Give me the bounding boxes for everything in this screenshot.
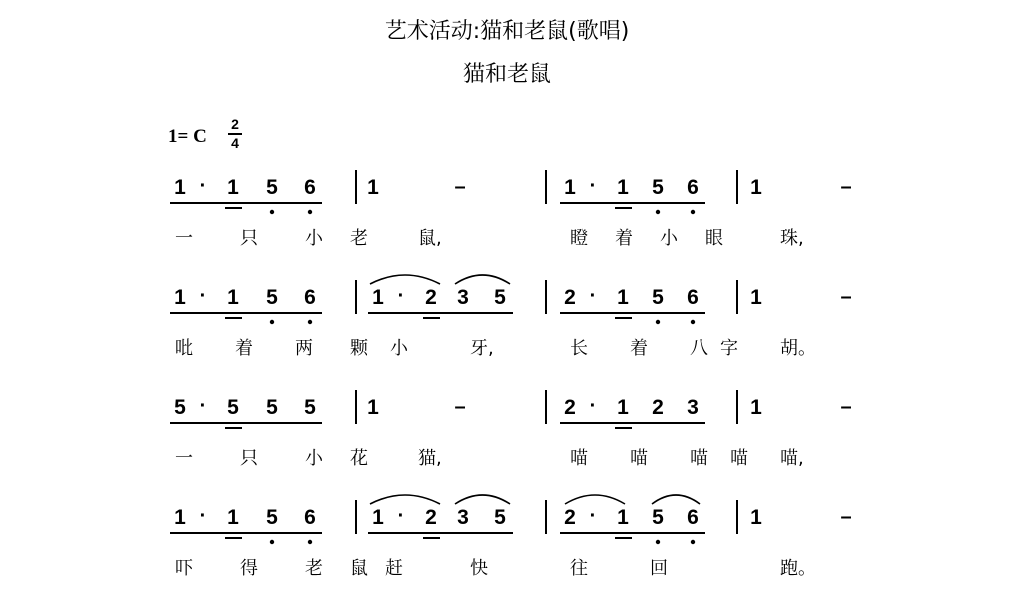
eighth-underline: [560, 312, 705, 314]
sixteenth-underline: [615, 207, 632, 209]
lyric: 长: [570, 338, 588, 359]
lyric: 字: [720, 338, 738, 359]
lyric: 快: [470, 558, 488, 579]
lyric: 喵: [730, 448, 748, 469]
note: 1: [227, 506, 239, 529]
lyric: 吓: [175, 558, 193, 579]
bar-line: [355, 390, 357, 424]
note: 6: [687, 286, 699, 309]
bar-line: [545, 390, 547, 424]
note: 6: [304, 176, 316, 199]
slur: [370, 275, 440, 284]
augmentation-dot: ·: [199, 395, 207, 417]
sixteenth-underline: [225, 427, 242, 429]
page-title: 艺术活动:猫和老鼠(歌唱): [384, 19, 630, 44]
note: 1: [174, 176, 186, 199]
augmentation-dot: ·: [199, 285, 207, 307]
lower-octave-dot: [691, 540, 695, 544]
note: 1: [227, 176, 239, 199]
lyric: 赶: [385, 558, 403, 579]
lyric: 猫,: [418, 448, 442, 469]
augmentation-dot: ·: [397, 285, 405, 307]
sixteenth-underline: [615, 537, 632, 539]
lyric: 牙,: [470, 338, 494, 359]
note-dash: –: [840, 286, 852, 308]
note: 1: [372, 506, 384, 529]
augmentation-dot: ·: [589, 395, 597, 417]
note: 1: [617, 506, 629, 529]
lyric: 眼: [705, 228, 723, 249]
lyric: 回: [650, 558, 668, 579]
lower-octave-dot: [308, 540, 312, 544]
lower-octave-dot: [656, 540, 660, 544]
note: 5: [652, 506, 664, 529]
note: 1: [372, 286, 384, 309]
slur: [652, 495, 700, 504]
note: 6: [304, 506, 316, 529]
note: 1: [750, 506, 762, 529]
lyric: 喵: [570, 448, 588, 469]
augmentation-dot: ·: [589, 285, 597, 307]
sixteenth-underline: [225, 207, 242, 209]
augmentation-dot: ·: [199, 175, 207, 197]
eighth-underline: [560, 202, 705, 204]
lyric: 老: [305, 558, 323, 579]
slur: [455, 275, 510, 284]
note: 5: [494, 286, 506, 309]
note: 1: [617, 396, 629, 419]
lower-octave-dot: [270, 210, 274, 214]
lower-octave-dot: [308, 320, 312, 324]
slur: [455, 495, 510, 504]
bar-line: [736, 280, 738, 314]
lyric: 一: [175, 228, 193, 249]
sixteenth-underline: [225, 317, 242, 319]
lower-octave-dot: [270, 320, 274, 324]
eighth-underline: [368, 312, 513, 314]
note: 3: [687, 396, 699, 419]
note: 5: [652, 176, 664, 199]
lyric: 小: [660, 228, 678, 249]
lyric: 喵: [690, 448, 708, 469]
eighth-underline: [560, 532, 705, 534]
lower-octave-dot: [308, 210, 312, 214]
eighth-underline: [170, 202, 322, 204]
lyric: 小: [305, 448, 323, 469]
lower-octave-dot: [691, 320, 695, 324]
augmentation-dot: ·: [397, 505, 405, 527]
lower-octave-dot: [656, 320, 660, 324]
augmentation-dot: ·: [199, 505, 207, 527]
note: 1: [174, 286, 186, 309]
note: 2: [564, 396, 576, 419]
lyric: 八: [690, 338, 708, 359]
lyric: 一: [175, 448, 193, 469]
slur: [370, 495, 440, 504]
note: 1: [564, 176, 576, 199]
slur: [565, 495, 625, 504]
sixteenth-underline: [423, 317, 440, 319]
eighth-underline: [170, 312, 322, 314]
bar-line: [736, 170, 738, 204]
note: 5: [304, 396, 316, 419]
lyric: 鼠,: [418, 228, 442, 249]
bar-line: [355, 280, 357, 314]
lyric: 往: [570, 558, 588, 579]
note: 1: [174, 506, 186, 529]
note: 2: [425, 286, 437, 309]
note-dash: –: [454, 396, 466, 418]
note: 5: [227, 396, 239, 419]
bar-line: [355, 170, 357, 204]
sixteenth-underline: [615, 427, 632, 429]
note: 1: [750, 396, 762, 419]
note: 2: [564, 506, 576, 529]
time-signature-top: 2: [231, 116, 239, 132]
lyric: 只: [240, 228, 258, 249]
note: 6: [687, 176, 699, 199]
bar-line: [545, 170, 547, 204]
lyric: 两: [295, 338, 313, 359]
lyric: 着: [630, 338, 648, 359]
sixteenth-underline: [225, 537, 242, 539]
note: 5: [266, 176, 278, 199]
note: 5: [174, 396, 186, 419]
note: 5: [652, 286, 664, 309]
lyric: 胡。: [780, 338, 816, 359]
note-dash: –: [840, 176, 852, 198]
note: 3: [457, 506, 469, 529]
note-dash: –: [840, 396, 852, 418]
lyric: 老: [350, 228, 368, 249]
lyric: 鼠: [350, 558, 368, 579]
lyric: 小: [390, 338, 408, 359]
lower-octave-dot: [691, 210, 695, 214]
bar-line: [545, 280, 547, 314]
note-dash: –: [840, 506, 852, 528]
note: 1: [617, 176, 629, 199]
lyric: 跑。: [780, 558, 816, 579]
note: 5: [266, 506, 278, 529]
eighth-underline: [170, 422, 322, 424]
lyric: 喵: [630, 448, 648, 469]
note: 1: [617, 286, 629, 309]
lyric: 小: [305, 228, 323, 249]
note: 6: [687, 506, 699, 529]
sixteenth-underline: [615, 317, 632, 319]
bar-line: [736, 390, 738, 424]
lyric: 得: [240, 558, 258, 579]
note: 3: [457, 286, 469, 309]
lyric: 喵,: [780, 448, 804, 469]
eighth-underline: [560, 422, 705, 424]
key-signature: 1= C: [168, 126, 207, 147]
lyric: 花: [350, 448, 368, 469]
note: 1: [750, 176, 762, 199]
note: 1: [750, 286, 762, 309]
song-title: 猫和老鼠: [462, 62, 551, 87]
augmentation-dot: ·: [589, 505, 597, 527]
sixteenth-underline: [423, 537, 440, 539]
bar-line: [736, 500, 738, 534]
time-signature-bottom: 4: [231, 135, 239, 151]
lyric: 着: [615, 228, 633, 249]
note: 1: [367, 176, 379, 199]
lyric: 珠,: [780, 228, 804, 249]
bar-line: [545, 500, 547, 534]
augmentation-dot: ·: [589, 175, 597, 197]
note: 1: [367, 396, 379, 419]
bar-line: [355, 500, 357, 534]
note: 6: [304, 286, 316, 309]
lyric: 颗: [350, 338, 368, 359]
lower-octave-dot: [270, 540, 274, 544]
note: 1: [227, 286, 239, 309]
eighth-underline: [170, 532, 322, 534]
note: 5: [494, 506, 506, 529]
note: 5: [266, 286, 278, 309]
lyric: 只: [240, 448, 258, 469]
lyric: 吡: [175, 338, 193, 359]
note-dash: –: [454, 176, 466, 198]
lyric: 瞪: [570, 228, 588, 249]
note: 5: [266, 396, 278, 419]
note: 2: [564, 286, 576, 309]
note: 2: [652, 396, 664, 419]
eighth-underline: [368, 532, 513, 534]
lower-octave-dot: [656, 210, 660, 214]
lyric: 着: [235, 338, 253, 359]
note: 2: [425, 506, 437, 529]
